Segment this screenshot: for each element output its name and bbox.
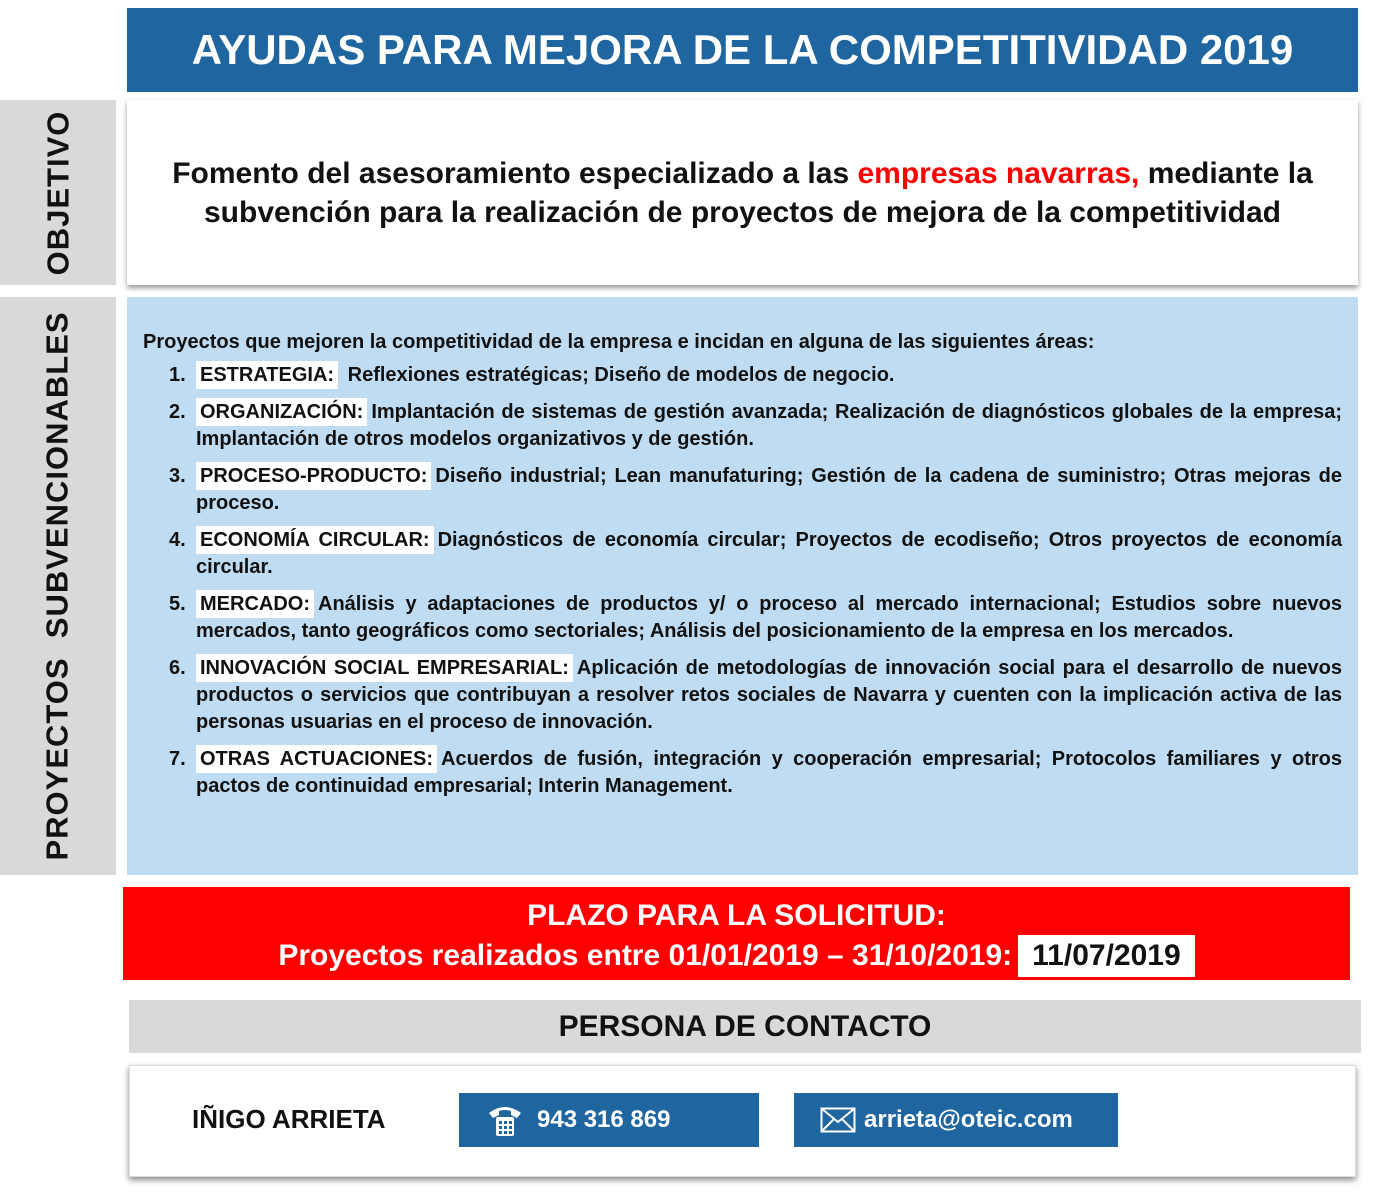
item-number: 5. [169, 593, 186, 615]
list-item [169, 746, 1342, 800]
item-description: Acuerdos de fusión, integración y cooperación empresarial; Protocolos familiares y otros pactos de continuidad empresarial; Interin Management. [196, 748, 1342, 797]
objetivo-label [0, 100, 116, 285]
objetivo-text: Fomento del asesoramiento especializado a las [172, 156, 858, 190]
item-number: 4. [169, 529, 186, 551]
contacto-box [129, 1065, 1356, 1177]
item-number: 6. [169, 657, 186, 679]
phone-icon [485, 1103, 525, 1137]
page-title: AYUDAS PARA MEJORA DE LA COMPETITIVIDAD 2019 [127, 8, 1358, 92]
proyectos-intro: Proyectos que mejoren la competitividad de la empresa e incidan en alguna de las siguientes áreas: [143, 331, 1095, 353]
item-description: Reflexiones estratégicas; Diseño de modelos de negocio. [342, 364, 895, 386]
plazo-heading: PLAZO PARA LA SOLICITUD: [527, 899, 946, 932]
item-description: Diseño industrial; Lean manufaturing; Gestión de la cadena de suministro; Otras mejoras de proceso. [196, 465, 1342, 514]
list-item [169, 362, 1342, 389]
item-number: 2. [169, 401, 186, 423]
list-item [169, 399, 1342, 453]
item-description: Aplicación de metodologías de innovación social para el desarrollo de nuevos productos o servicios que contribuyan a resolver retos sociales de Navarra y cuenten con la implicación activa de las personas usuarias en el proceso de innovación. [196, 657, 1342, 733]
objetivo-label-text: OBJETIVO [40, 110, 76, 275]
item-description: Análisis y adaptaciones de productos y/ o proceso al mercado internacional; Estudios sobre nuevos mercados, tanto geográficos como sectoriales; Análisis del posicionamiento de la empresa en los mercados. [196, 593, 1342, 642]
envelope-icon [820, 1107, 856, 1133]
item-term: ECONOMÍA CIRCULAR: [196, 526, 434, 554]
list-item [169, 655, 1342, 736]
contacto-heading: PERSONA DE CONTACTO [129, 1000, 1361, 1053]
item-number: 7. [169, 748, 186, 770]
item-description: Diagnósticos de economía circular; Proyectos de ecodiseño; Otros proyectos de economía circular. [196, 529, 1342, 578]
item-term: PROCESO-PRODUCTO: [196, 462, 431, 490]
plazo-box [123, 887, 1350, 980]
list-item [169, 463, 1342, 517]
objetivo-highlight: empresas navarras, [857, 156, 1140, 190]
item-term: ESTRATEGIA: [196, 361, 338, 389]
objetivo-text-rest: mediante la subvención para la realización de proyectos de mejora de la competitividad [203, 156, 1313, 229]
list-item [169, 591, 1342, 645]
item-term: MERCADO: [196, 590, 314, 618]
proyectos-label-text: PROYECTOS SUBVENCIONABLES [40, 311, 76, 861]
item-number: 3. [169, 465, 186, 487]
plazo-line: Proyectos realizados entre 01/01/2019 – 31/10/2019: [278, 939, 1013, 972]
email-button[interactable] [794, 1093, 1118, 1147]
item-term: ORGANIZACIÓN: [196, 398, 367, 426]
phone-button[interactable] [459, 1093, 759, 1147]
proyectos-label [0, 297, 116, 875]
item-number: 1. [169, 364, 186, 386]
email-address: arrieta@oteic.com [864, 1106, 1073, 1133]
objetivo-box [127, 100, 1358, 285]
phone-number: 943 316 869 [537, 1106, 671, 1133]
item-term: OTRAS ACTUACIONES: [196, 745, 437, 773]
proyectos-box [127, 297, 1358, 875]
contact-name: IÑIGO ARRIETA [192, 1104, 386, 1134]
plazo-date: 11/07/2019 [1018, 935, 1195, 977]
item-term: INNOVACIÓN SOCIAL EMPRESARIAL: [196, 654, 573, 682]
list-item [169, 527, 1342, 581]
item-description: Implantación de sistemas de gestión avanzada; Realización de diagnósticos globales de la empresa; Implantación de otros modelos organizativos y de gestión. [196, 401, 1342, 450]
